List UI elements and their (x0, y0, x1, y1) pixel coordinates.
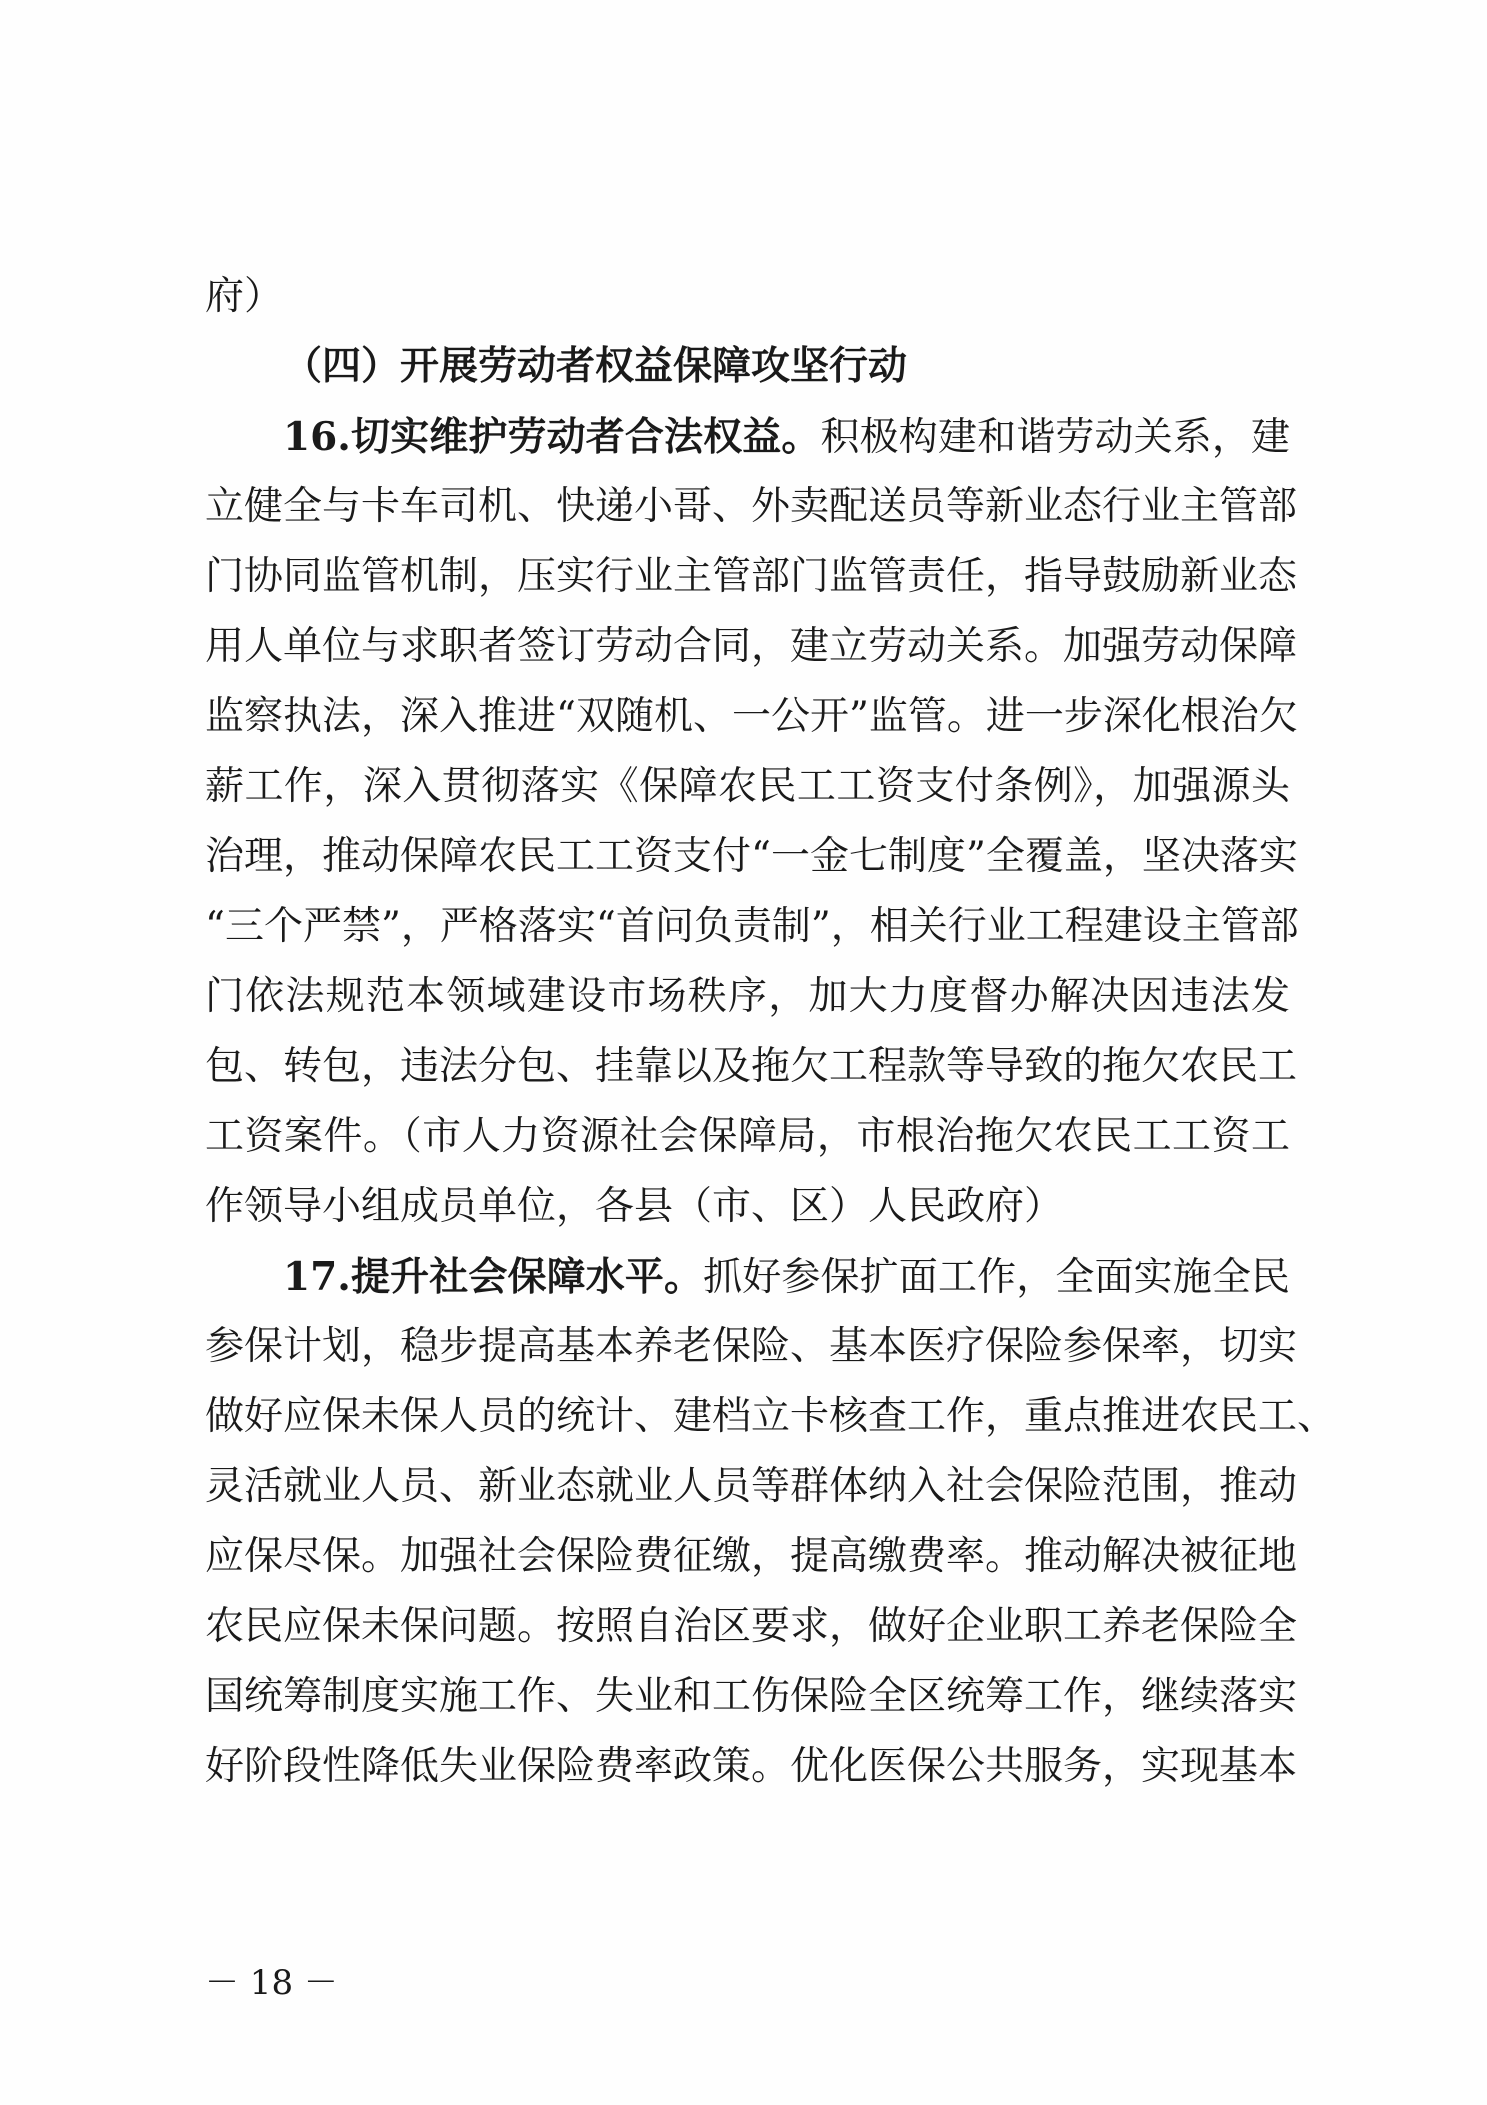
document-body (205, 262, 1337, 1802)
text-line: 用人单位与求职者签订劳动合同，建立劳动关系。加强劳动保障 (205, 624, 1298, 669)
item-16-title: 16.切实维护劳动者合法权益。 (283, 414, 821, 460)
text-line: 薪工作，深入贯彻落实《保障农民工工资支付条例》，加强源头 (205, 764, 1290, 809)
item-16-text: 积极构建和谐劳动关系，建 (820, 415, 1290, 460)
text-line: 包、转包，违法分包、挂靠以及拖欠工程款等导致的拖欠农民工 (205, 1044, 1298, 1089)
text-line: 门协同监管机制，压实行业主管部门监管责任，指导鼓励新业态 (205, 554, 1298, 599)
item-17-title: 17.提升社会保障水平。 (283, 1254, 704, 1300)
text-line: 国统筹制度实施工作、失业和工伤保险全区统筹工作，继续落实 (205, 1674, 1298, 1719)
text-line: 作领导小组成员单位，各县（市、区）人民政府） (205, 1184, 1064, 1229)
text-line: 立健全与卡车司机、快递小哥、外卖配送员等新业态行业主管部 (205, 484, 1298, 529)
text-line: 好阶段性降低失业保险费率政策。优化医保公共服务，实现基本 (205, 1744, 1298, 1789)
text-line: 灵活就业人员、新业态就业人员等群体纳入社会保险范围，推动 (205, 1464, 1298, 1509)
text-line: 应保尽保。加强社会保险费征缴，提高缴费率。推动解决被征地 (205, 1534, 1298, 1579)
page-number: － 18 － (205, 1963, 338, 2003)
text-line: 府） (205, 274, 284, 319)
section-heading: （四）开展劳动者权益保障攻坚行动 (283, 344, 908, 389)
paragraph-17-first-line (205, 1242, 1290, 1312)
item-17-text: 抓好参保扩面工作，全面实施全民 (703, 1255, 1290, 1300)
text-line: 治理，推动保障农民工工资支付“一金七制度”全覆盖，坚决落实 (205, 834, 1298, 879)
text-line: 工资案件。（市人力资源社会保障局，市根治拖欠农民工工资工 (205, 1114, 1290, 1159)
text-line: 做好应保未保人员的统计、建档立卡核查工作，重点推进农民工、 (205, 1394, 1337, 1439)
text-line: 参保计划，稳步提高基本养老保险、基本医疗保险参保率，切实 (205, 1324, 1298, 1369)
text-line: 门依法规范本领域建设市场秩序，加大力度督办解决因违法发 (205, 974, 1290, 1019)
text-line: “三个严禁”，严格落实“首问负责制”，相关行业工程建设主管部 (205, 904, 1299, 949)
text-line: 农民应保未保问题。按照自治区要求，做好企业职工养老保险全 (205, 1604, 1298, 1649)
text-line: 监察执法，深入推进“双随机、一公开”监管。进一步深化根治欠 (205, 694, 1298, 739)
paragraph-16-first-line (205, 402, 1290, 472)
